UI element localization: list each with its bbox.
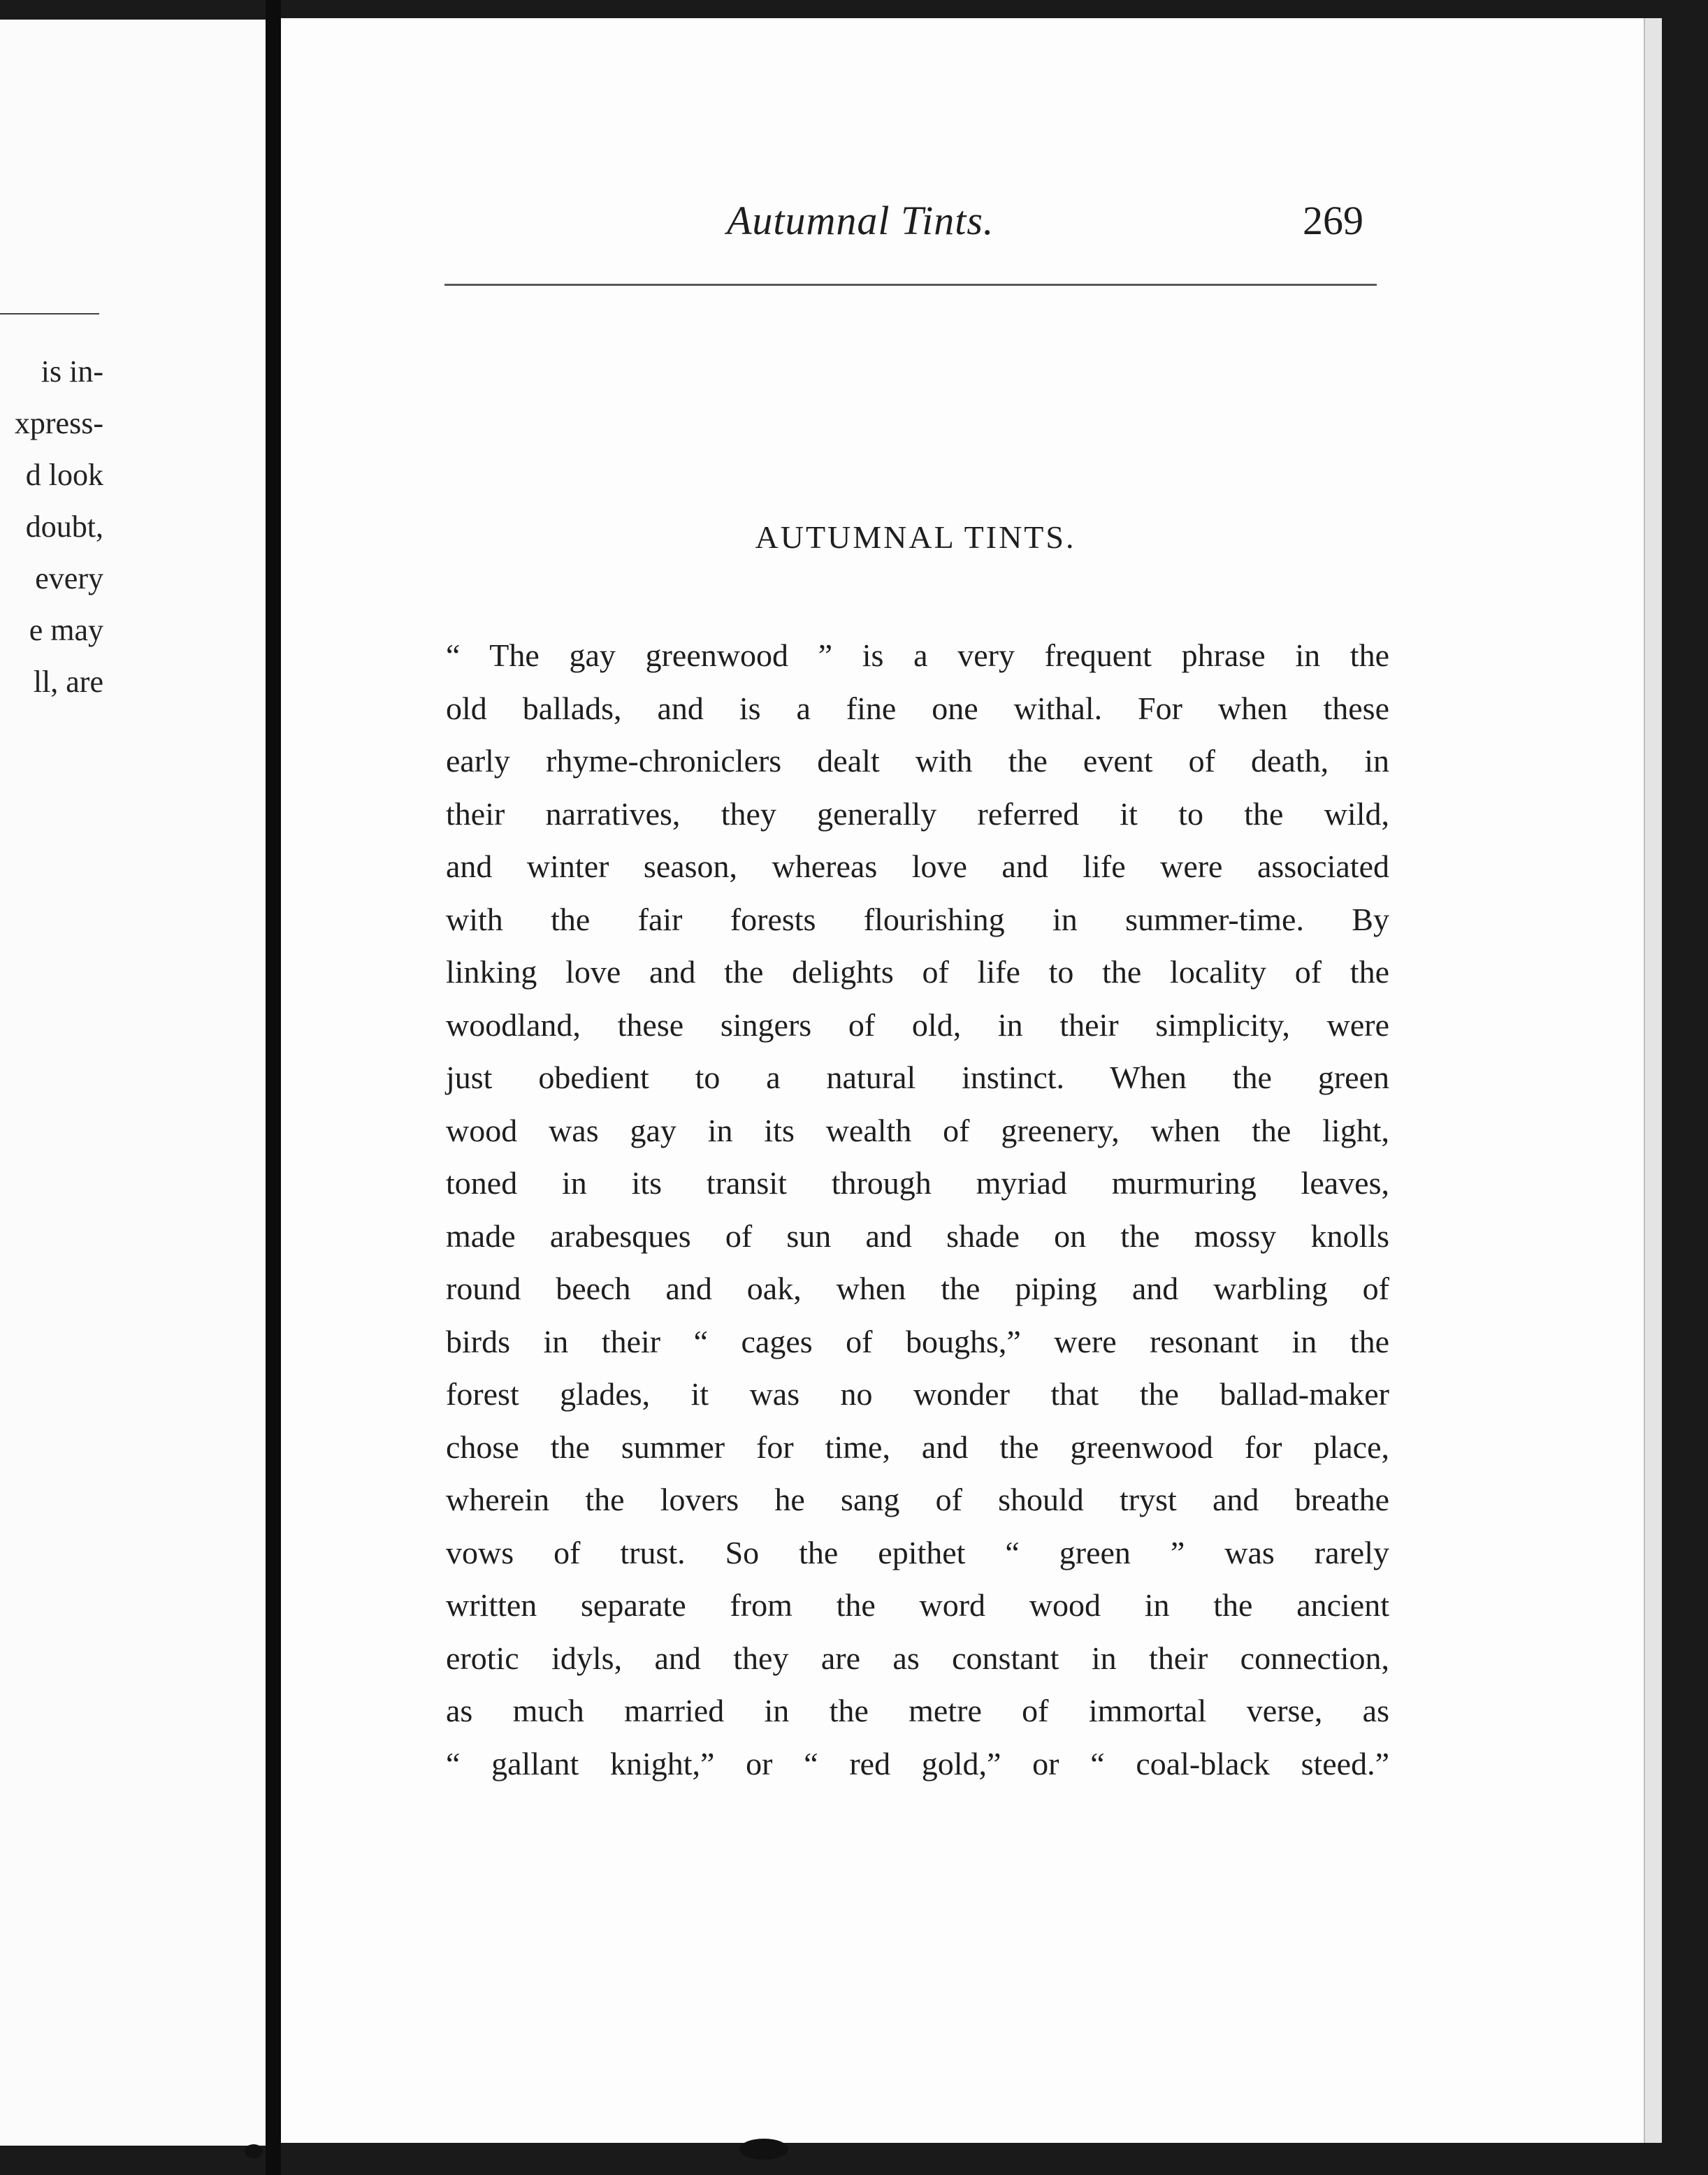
- text-line: as much married in the metre of immortal verse, as: [446, 1693, 1389, 1728]
- text-line: round beech and oak, when the piping and warbling of: [446, 1271, 1389, 1306]
- text-line: woodland, these singers of old, in their simplicity, were: [446, 1006, 1389, 1043]
- text-line: old ballads, and is a fine one withal. For when these: [446, 690, 1389, 726]
- text-line: chose the summer for time, and the greenwood for place,: [446, 1429, 1389, 1465]
- text-line: wherein the lovers he sang of should tryst and breathe: [446, 1482, 1389, 1517]
- text-line: just obedient to a natural instinct. When the green: [446, 1060, 1389, 1095]
- page-edge: [1644, 18, 1662, 2143]
- text-line: “ gallant knight,” or “ red gold,” or “ coal-black steed.”: [446, 1745, 1389, 1782]
- text-line: toned in its transit through myriad murmuring leaves,: [446, 1165, 1389, 1201]
- text-line: “ The gay greenwood ” is a very frequent phrase in the: [446, 637, 1389, 673]
- text-line: birds in their “ cages of boughs,” were resonant in the: [446, 1323, 1389, 1359]
- text-line: linking love and the delights of life to the locality of the: [446, 954, 1389, 990]
- page-number: 269: [1303, 198, 1363, 243]
- chapter-title: AUTUMNAL TINTS.: [755, 519, 1076, 555]
- text-line: written separate from the word wood in the ancient: [446, 1587, 1389, 1623]
- text-line: and winter season, whereas love and life were associated: [446, 848, 1389, 884]
- text-line: early rhyme-chroniclers dealt with the event of death, in: [446, 743, 1389, 779]
- text-line: their narratives, they generally referred it to the wild,: [446, 795, 1389, 832]
- book-gutter: [266, 0, 281, 2175]
- previous-page-line: d look: [25, 458, 103, 492]
- text-line: with the fair forests flourishing in summer-time. By: [446, 901, 1389, 937]
- previous-page-line: doubt,: [25, 510, 103, 544]
- previous-page-line: e may: [29, 613, 103, 647]
- text-line: wood was gay in its wealth of greenery, when the light,: [446, 1112, 1389, 1148]
- text-line: forest glades, it was no wonder that the ballad-maker: [446, 1376, 1389, 1412]
- body-text: [446, 629, 1389, 1790]
- running-title: Autumnal Tints.: [727, 198, 994, 243]
- previous-page-line: ll, are: [33, 665, 103, 699]
- previous-page-line: xpress-: [14, 406, 103, 440]
- previous-page-line: is in-: [41, 354, 103, 389]
- previous-page-rule: [0, 313, 99, 315]
- previous-page-line: every: [35, 561, 103, 595]
- previous-page: [0, 20, 266, 2146]
- text-line: erotic idyls, and they are as constant in their connection,: [446, 1640, 1389, 1676]
- scan-blemish: [739, 2139, 788, 2160]
- header-rule: [444, 284, 1377, 286]
- scan-blemish: [245, 2144, 263, 2158]
- text-line: made arabesques of sun and shade on the mossy knolls: [446, 1217, 1389, 1254]
- text-line: vows of trust. So the epithet “ green ” was rarely: [446, 1534, 1389, 1570]
